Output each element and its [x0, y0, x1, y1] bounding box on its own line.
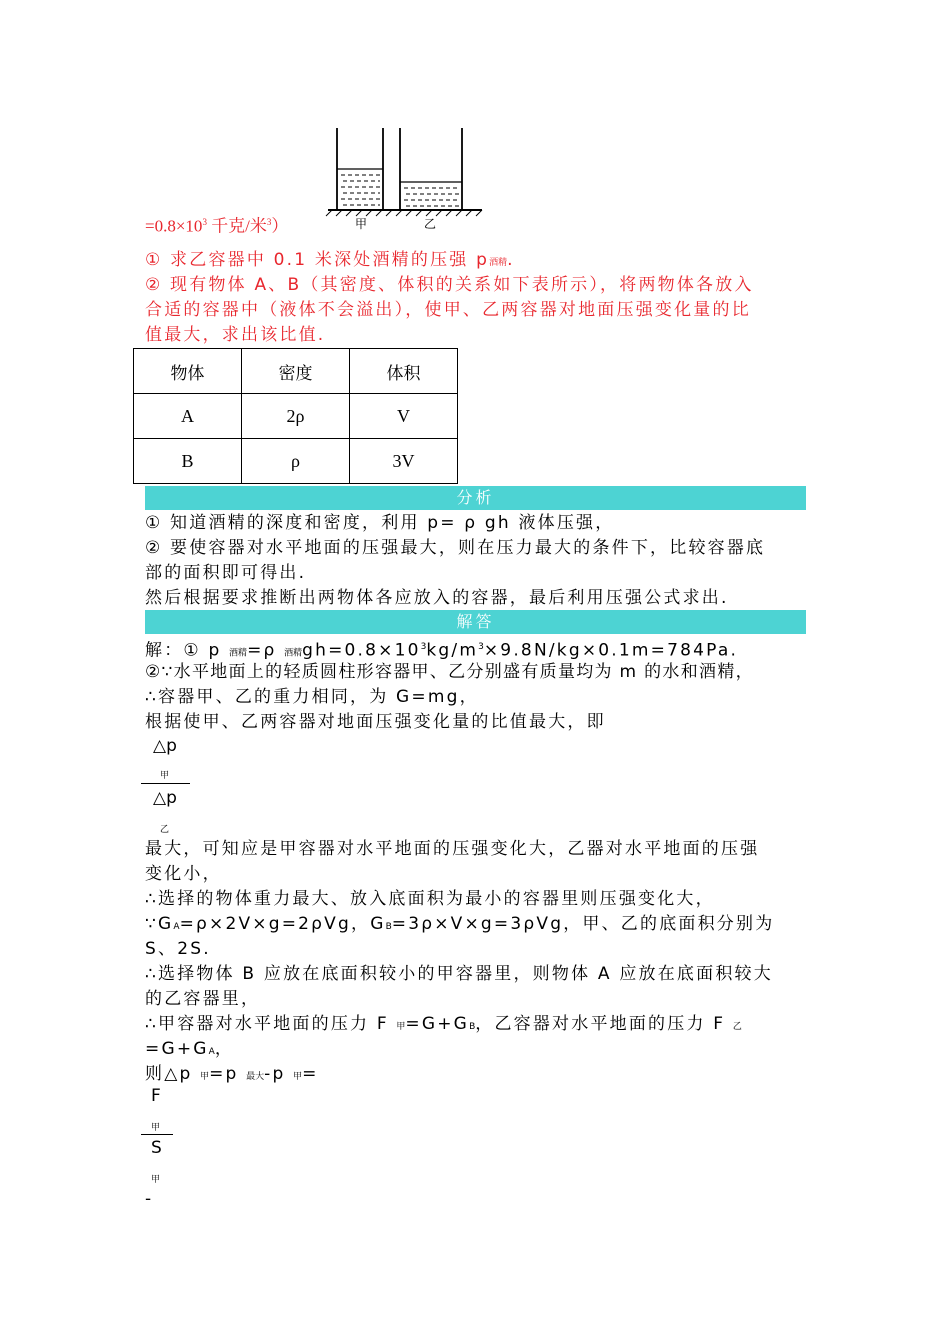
solution-banner: 解答	[145, 610, 806, 634]
table-cell: V	[350, 394, 458, 439]
table-row	[134, 439, 458, 484]
analysis-line-4: 然后根据要求推断出两物体各应放入的容器，最后利用压强公式求出.	[145, 588, 729, 608]
fraction-1-denominator: △p	[153, 788, 177, 808]
container-jia	[337, 128, 383, 210]
table-header-cell: 体积	[350, 349, 458, 394]
question-2-line-1: ② 现有物体 A、B（其密度、体积的关系如下表所示），将两物体各放入	[145, 275, 754, 295]
table-cell: 2ρ	[242, 394, 350, 439]
solution-line-13: =G+GA，	[145, 1039, 235, 1059]
fraction-2-numerator: F	[151, 1086, 161, 1106]
fraction-2-denominator-sub: 甲	[151, 1175, 161, 1185]
container-yi	[400, 128, 462, 210]
solution-line-1: 解：① p 酒精=ρ 酒精$gh=0.8\times 10^3kg/m^3\times 9.8N/kg\times 0.1m=784Pa$.	[145, 640, 739, 661]
fraction-1-denominator-sub: 乙	[160, 825, 170, 835]
containers-figure	[320, 124, 490, 234]
table-header-cell: 密度	[242, 349, 350, 394]
density-line: $=0.8\times 10^3$ 千克/米$^3$）	[145, 216, 289, 236]
label-jia: 甲	[355, 217, 368, 231]
trailing-dash: -	[145, 1189, 152, 1209]
label-yi: 乙	[424, 217, 437, 231]
objects-table	[133, 348, 458, 484]
solution-line-5: 最大，可知应是甲容器对水平地面的压强变化大，乙器对水平地面的压强	[145, 839, 760, 859]
table-header-row	[134, 349, 458, 394]
solution-line-6: 变化小，	[145, 864, 222, 884]
fraction-2-denominator: S	[151, 1138, 162, 1158]
solution-line-3: ∴容器甲、乙的重力相同，为 G=mg，	[145, 687, 479, 707]
fraction-1-numerator-sub: 甲	[160, 771, 170, 781]
table-header-cell: 物体	[134, 349, 242, 394]
fraction-1-numerator: △p	[153, 736, 177, 756]
question-2-line-2: 合适的容器中（液体不会溢出），使甲、乙两容器对地面压强变化量的比	[145, 300, 751, 320]
table-row	[134, 394, 458, 439]
solution-line-4: 根据使甲、乙两容器对地面压强变化量的比值最大，即	[145, 712, 606, 732]
solution-line-12: ∴甲容器对水平地面的压力 F 甲=G+GB，乙容器对水平地面的压力 F 乙	[145, 1014, 742, 1034]
question-2-line-3: 值最大，求出该比值.	[145, 325, 326, 345]
solution-line-14: 则△p 甲=p 最大-p 甲=	[145, 1064, 319, 1084]
analysis-banner: 分析	[145, 486, 806, 510]
solution-line-2: ②∵水平地面上的轻质圆柱形容器甲、乙分别盛有质量均为 m 的水和酒精，	[145, 662, 754, 682]
solution-line-11: 的乙容器里，	[145, 989, 261, 1009]
analysis-line-3: 部的面积即可得出.	[145, 563, 307, 583]
solution-line-8: ∵GA=ρ×2V×g=2ρVg，GB=3ρ×V×g=3ρVg，甲、乙的底面积分别为	[145, 914, 775, 934]
fraction-1-bar	[141, 783, 190, 784]
solution-line-7: ∴选择的物体重力最大、放入底面积为最小的容器里则压强变化大，	[145, 889, 715, 909]
solution-line-10: ∴选择物体 B 应放在底面积较小的甲容器里，则物体 A 应放在底面积较大	[145, 964, 773, 984]
analysis-line-1: ① 知道酒精的深度和密度，利用 p= ρ gh 液体压强，	[145, 513, 615, 533]
table-cell: ρ	[242, 439, 350, 484]
fraction-2-bar	[141, 1134, 173, 1135]
analysis-line-2: ② 要使容器对水平地面的压强最大，则在压力最大的条件下，比较容器底	[145, 538, 766, 558]
fraction-2-numerator-sub: 甲	[151, 1123, 161, 1133]
solution-line-9: S、2S.	[145, 939, 211, 959]
table-cell: B	[134, 439, 242, 484]
table-cell: A	[134, 394, 242, 439]
table-cell: 3V	[350, 439, 458, 484]
question-1: ① 求乙容器中 0.1 米深处酒精的压强 p酒精.	[145, 250, 515, 270]
